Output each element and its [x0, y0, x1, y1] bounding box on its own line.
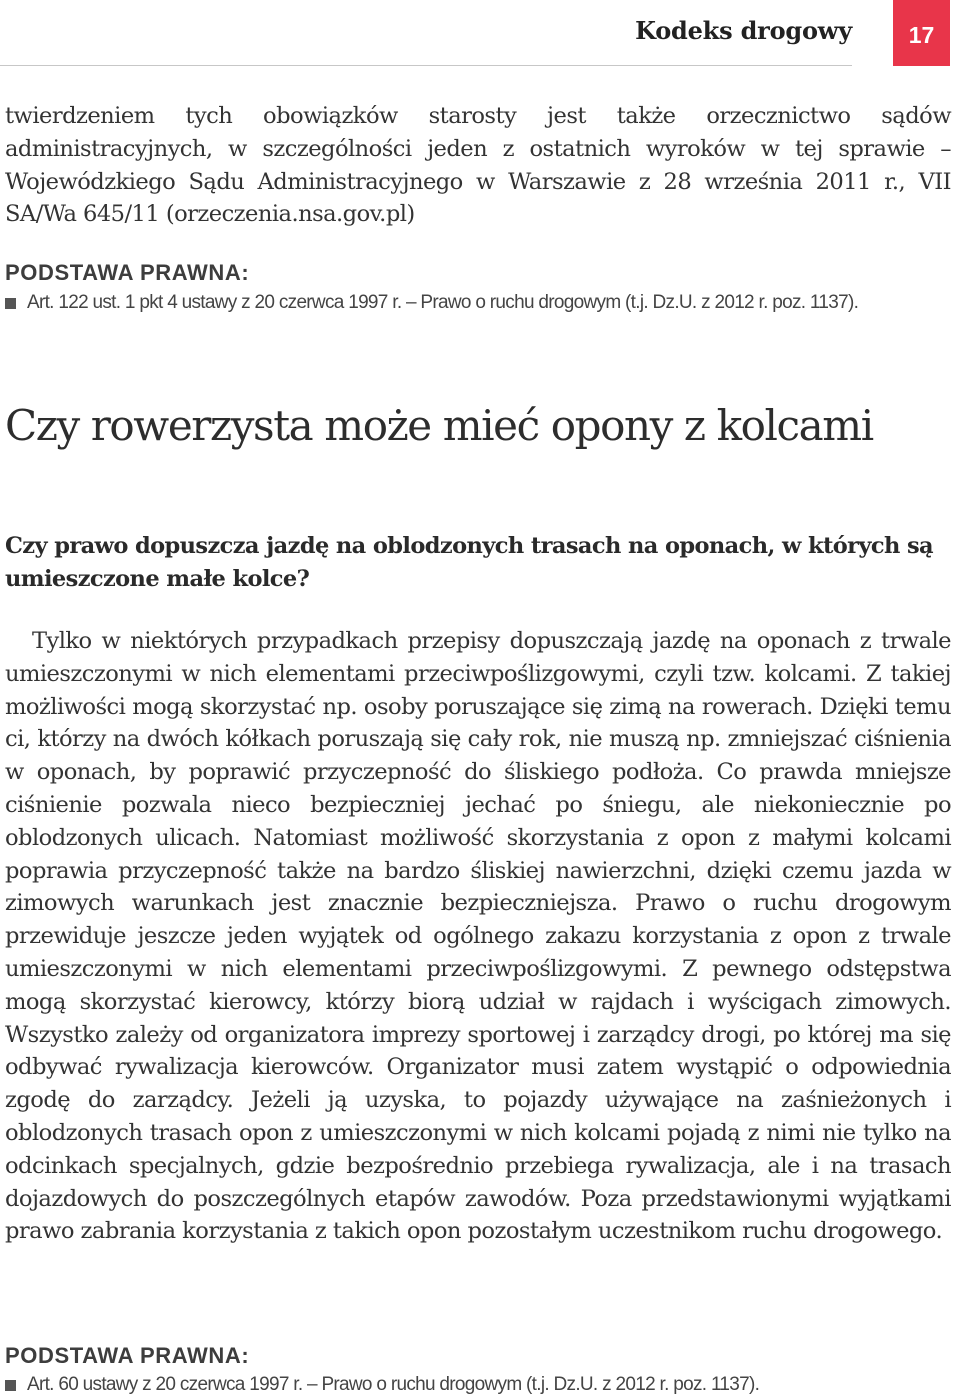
intro-paragraph: twierdzeniem tych obowiązków starosty jest także orzecznictwo sądów administracyjnych, w szczególności jeden z ostatnich wyroków w tej sprawie – Wojewódzkiego Sądu Administracyjnego w Warszawie z 28 września 2011 r., VII SA/Wa 645/11 (orzeczenia.nsa.gov.pl): [5, 103, 951, 228]
bullet-square-icon: [5, 1380, 16, 1391]
page-number-badge: 17: [893, 0, 950, 66]
legal-basis-heading: PODSTAWA PRAWNA:: [5, 1343, 250, 1368]
legal-basis-text: Art. 60 ustawy z 20 czerwca 1997 r. – Prawo o ruchu drogowym (t.j. Dz.U. z 2012 r. poz. 1137).: [27, 1374, 760, 1395]
legal-basis-heading: PODSTAWA PRAWNA:: [5, 260, 250, 285]
article-body: Tylko w niektórych przypadkach przepisy dopuszczają jazdę na oponach z trwale umieszczonymi w nich elementami przeciwpoślizgowymi, czyli tzw. kolcami. Z takiej możliwości mogą skorzystać np. osoby poruszające się zimą na rowerach. Dzięki temu ci, którzy na dwóch kółkach poruszają się cały rok, nie muszą np. zmniejszać ciśnienia w oponach, by poprawić przyczepność do śliskiego podłoża. Co prawda mniejsze ciśnienie pozwala nieco bezpieczniej jechać po śniegu, ale niekoniecznie po oblodzonych ulicach. Natomiast możliwość skorzystania z opon z małymi kolcami poprawia przyczepność także na bardzo śliskiej nawierzchni, dzięki czemu jazda w zimowych warunkach jest znacznie bezpieczniejsza. Prawo o ruchu drogowym przewiduje jeszcze jeden wyjątek od ogólnego zakazu korzystania z opon z trwale umieszczonymi w nich elementami przeciwpoślizgowymi. Z pewnego odstępstwa mogą skorzystać kierowcy, którzy biorą udział w rajdach i wyścigach zimowych. Wszystko zależy od organizatora imprezy sportowej i zarządcy drogi, po której ma się odbywać rywalizacja kierowców. Organizator musi zatem wystąpić o odpowiednia zgodę do zarządcy. Jeżeli ją uzyska, to pojazdy używające na zaśnieżonych i oblodzonych trasach opon z umieszczonymi w nich kolcami pojadą z nimi nie tylko na odcinkach specjalnych, gdzie bezpośrednio przebiega rywalizacja, ale i na trasach dojazdowych do poszczególnych etapów zawodów. Poza przedstawionymi wyjątkami prawo zabrania korzystania z takich opon pozostałym uczestnikom ruchu drogowego.: [5, 628, 951, 1245]
legal-basis-text: Art. 122 ust. 1 pkt 4 ustawy z 20 czerwca 1997 r. – Prawo o ruchu drogowym (t.j. Dz.U. z 2012 r. poz. 1137).: [27, 292, 859, 313]
header-divider: [0, 65, 852, 66]
article-title: Czy rowerzysta może mieć opony z kolcami: [5, 401, 873, 450]
article-lead: Czy prawo dopuszcza jazdę na oblodzonych trasach na oponach, w których są umieszczone małe kolce?: [5, 533, 934, 592]
running-title: Kodeks drogowy: [635, 16, 852, 45]
bullet-square-icon: [5, 298, 16, 309]
legal-basis-item: [5, 290, 905, 316]
legal-basis-item: [5, 1372, 955, 1398]
